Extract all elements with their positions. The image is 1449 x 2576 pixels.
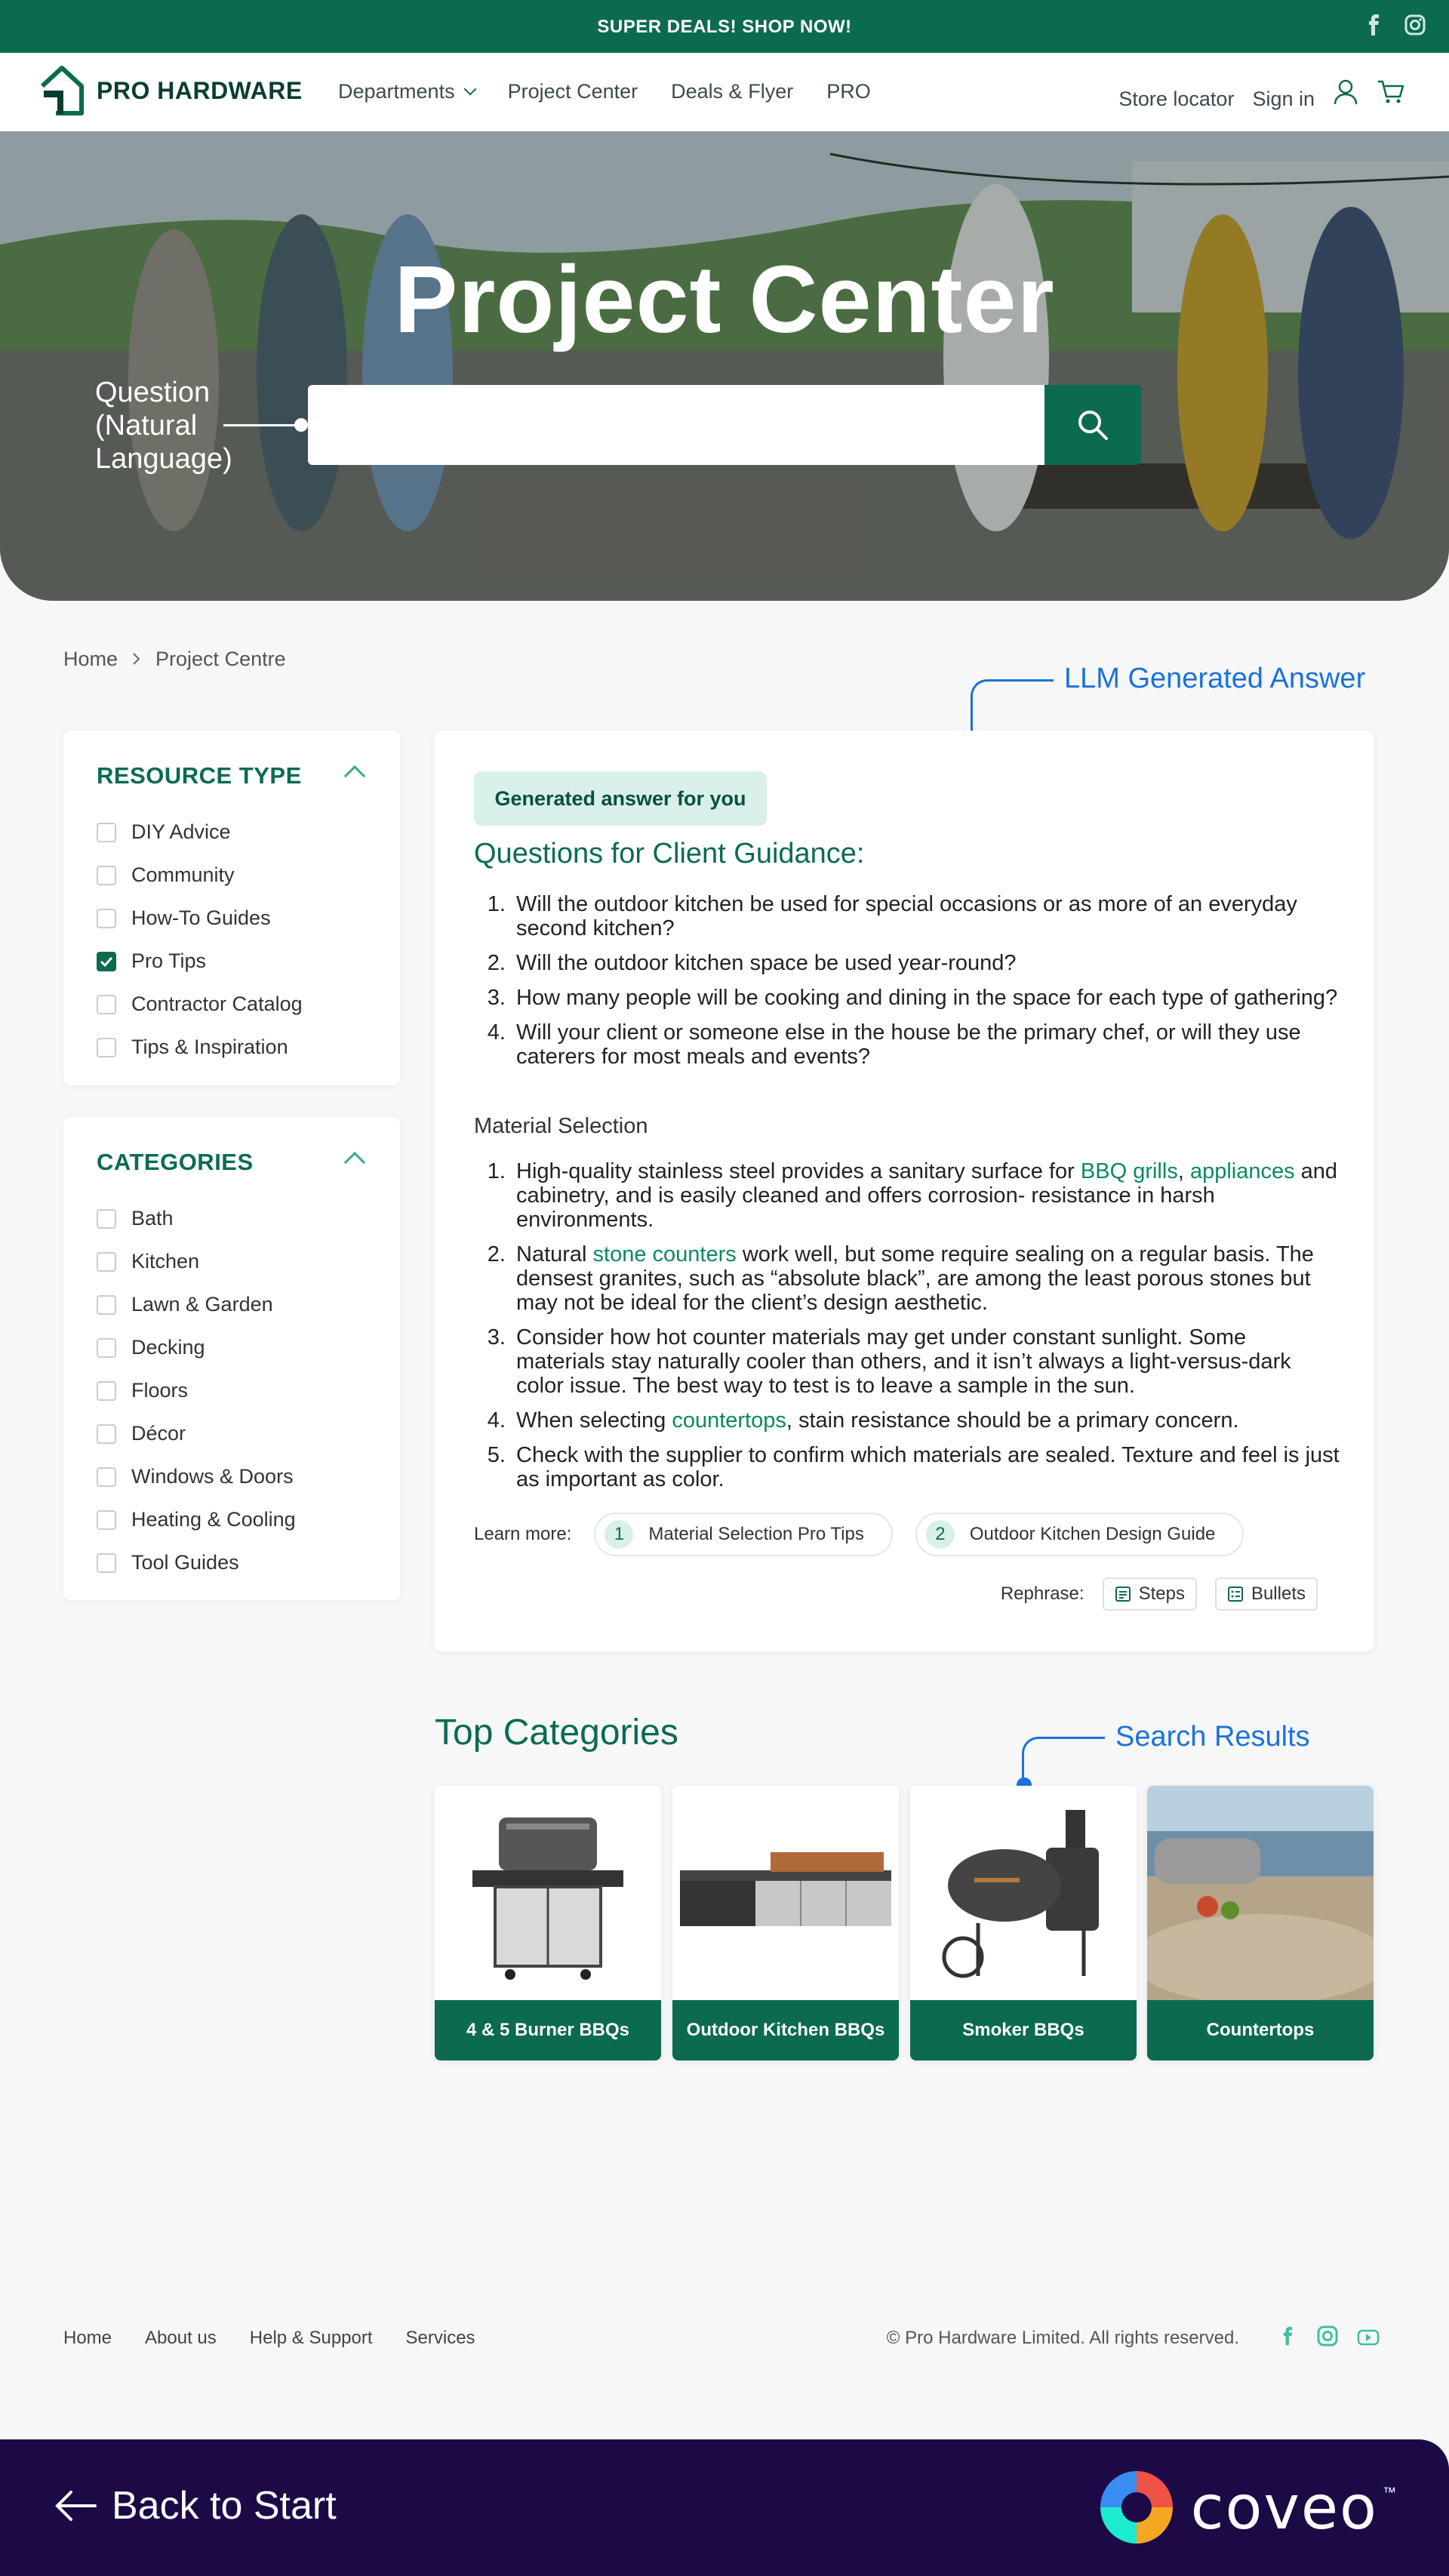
answer-heading: Questions for Client Guidance:: [474, 838, 865, 869]
facet-value[interactable]: [97, 811, 303, 854]
search-results-annotation: Search Results: [1115, 1721, 1310, 1753]
question-annotation: Question (Natural Language): [95, 377, 232, 475]
facet-categories: [63, 1117, 400, 1600]
answer-inline-link[interactable]: appliances: [1189, 1159, 1295, 1183]
question-annotation-line: [223, 424, 299, 426]
chevron-up-icon[interactable]: [344, 1152, 365, 1173]
answer-inline-link[interactable]: countertops: [672, 1408, 786, 1433]
llm-answer-annotation: LLM Generated Answer: [1064, 663, 1366, 694]
facet-title: RESOURCE TYPE: [97, 762, 302, 789]
footer-help-link[interactable]: Help & Support: [249, 2328, 373, 2348]
facet-value-label: DIY Advice: [131, 820, 231, 843]
store-locator-link[interactable]: Store locator: [1118, 88, 1235, 110]
rephrase-label: Rephrase:: [1000, 1583, 1084, 1604]
search-input[interactable]: [308, 385, 1044, 465]
instagram-icon[interactable]: [1316, 2325, 1339, 2351]
nav-pro[interactable]: PRO: [826, 80, 871, 103]
citation-title: Outdoor Kitchen Design Guide: [969, 1524, 1216, 1544]
answer-material-item: [512, 1159, 1340, 1232]
question-annotation-dot: [294, 418, 308, 432]
facebook-icon[interactable]: [1278, 2325, 1298, 2351]
nav-departments[interactable]: Departments: [338, 80, 475, 103]
smoker-image: [933, 1802, 1114, 1984]
facet-value-label: Pro Tips: [131, 949, 207, 972]
instagram-icon[interactable]: [1404, 14, 1426, 36]
answer-question: 2. Will the outdoor kitchen space be used year-round?: [512, 951, 1340, 975]
answer-text: Consider how hot counter materials may get under constant sunlight. Some materials stay naturally cooler than others, and it isn’t always a light-versus-dark color issue. The best way to test is to leave a sample in the sun.: [516, 1325, 1291, 1398]
facet-value[interactable]: [97, 1498, 296, 1541]
card-label: Smoker BBQs: [910, 2000, 1137, 2060]
answer-question: 4. Will your client or someone else in the house be the primary chef, or will they use caterers for most meals and events?: [512, 1020, 1340, 1069]
category-card[interactable]: [435, 1786, 661, 2060]
answer-material-item: [512, 1443, 1340, 1491]
facet-value-label: Kitchen: [131, 1250, 200, 1273]
facet-value-label: Tool Guides: [131, 1551, 239, 1574]
footer-home-link[interactable]: Home: [63, 2328, 112, 2348]
footer-copyright: © Pro Hardware Limited. All rights reserved.: [886, 2328, 1239, 2348]
answer-text: Check with the supplier to confirm which materials are sealed. Texture and feel is just as important as color.: [516, 1443, 1340, 1491]
nav-right: [1118, 78, 1405, 111]
checkbox-checked[interactable]: [97, 952, 116, 971]
facet-value-label: Tips & Inspiration: [131, 1036, 288, 1058]
page-title: Project Center: [394, 246, 1055, 352]
rephrase-option-label: Steps: [1138, 1583, 1185, 1604]
house-logo-icon: [38, 63, 86, 118]
search-annotation-line: [1022, 1737, 1105, 1785]
facet-value-label: Bath: [131, 1207, 174, 1230]
search-box: [308, 385, 1141, 465]
answer-text: and cabinetry, and is easily cleaned and offers corrosion- resistance in harsh environments.: [516, 1159, 1338, 1232]
facet-value[interactable]: [97, 854, 303, 897]
user-icon[interactable]: [1333, 78, 1358, 111]
facet-value[interactable]: [97, 983, 303, 1026]
facet-value[interactable]: [97, 1455, 296, 1498]
citation-number: 1: [605, 1520, 633, 1549]
checkbox[interactable]: [97, 1338, 116, 1358]
facet-value-label: Lawn & Garden: [131, 1293, 273, 1316]
checkbox[interactable]: [97, 1295, 116, 1315]
rephrase-steps-button[interactable]: [1103, 1577, 1197, 1611]
facet-value-label: Heating & Cooling: [131, 1508, 296, 1531]
top-categories-title: Top Categories: [435, 1713, 678, 1753]
checkbox[interactable]: [97, 1381, 116, 1401]
main-nav: [0, 53, 1449, 131]
footer-links: [63, 2328, 475, 2349]
back-to-start-label: Back to Start: [112, 2484, 337, 2528]
answer-text: work well, but some require sealing on a regular basis. The densest granites, such as “absolute black”, are among the least porous stones but may not be ideal for the client’s design aesthetic.: [516, 1242, 1314, 1315]
card-image: [672, 1786, 899, 2000]
answer-material-item: [512, 1242, 1340, 1315]
breadcrumb-current: Project Centre: [155, 648, 286, 670]
category-card[interactable]: [910, 1786, 1137, 2060]
answer-text: When selecting: [516, 1408, 672, 1433]
hero-overlay: [0, 131, 1449, 601]
trademark: ™: [1383, 2485, 1396, 2500]
answer-text: Natural: [516, 1242, 593, 1266]
breadcrumb-home[interactable]: Home: [63, 648, 118, 670]
facebook-icon[interactable]: [1363, 14, 1386, 36]
checkbox[interactable]: [97, 1467, 116, 1487]
learn-more-label: Learn more:: [474, 1524, 572, 1544]
promo-text[interactable]: SUPER DEALS! SHOP NOW!: [597, 17, 852, 37]
checkbox[interactable]: [97, 866, 116, 885]
bbq-grill-image: [465, 1802, 631, 1984]
chevron-right-icon: [131, 648, 142, 671]
promo-social: [1363, 14, 1426, 36]
promo-banner[interactable]: [0, 0, 1449, 53]
answer-material-item: [512, 1408, 1340, 1433]
brand-name: PRO HARDWARE: [97, 76, 303, 104]
facet-value[interactable]: [97, 1326, 296, 1369]
citation-title: Material Selection Pro Tips: [648, 1524, 864, 1544]
card-label: Countertops: [1147, 2000, 1374, 2060]
facet-title: CATEGORIES: [97, 1149, 254, 1175]
answer-inline-link[interactable]: BBQ grills: [1080, 1159, 1178, 1183]
checkbox[interactable]: [97, 909, 116, 928]
answer-material-item: [512, 1325, 1340, 1398]
checkbox[interactable]: [97, 1553, 116, 1573]
outdoor-kitchen-image: [680, 1848, 891, 1938]
facet-value[interactable]: [97, 1197, 296, 1240]
checkbox[interactable]: [97, 1252, 116, 1272]
facet-value[interactable]: [97, 1026, 303, 1069]
answer-subheading: Material Selection: [474, 1114, 648, 1138]
facet-value-label: How-To Guides: [131, 906, 271, 929]
hero-banner: [0, 131, 1449, 601]
back-to-start-button[interactable]: [54, 2483, 337, 2528]
facet-value[interactable]: [97, 897, 303, 940]
checkbox[interactable]: [97, 1209, 116, 1229]
rephrase-row: [1001, 1577, 1318, 1611]
facet-value-label: Floors: [131, 1379, 189, 1402]
facet-value-label: Decking: [131, 1336, 205, 1359]
coveo-mark-icon: [1097, 2468, 1176, 2547]
facet-value[interactable]: [97, 1283, 296, 1326]
answer-text: High-quality stainless steel provides a sanitary surface for: [516, 1159, 1081, 1183]
generated-answer-card: [435, 731, 1374, 1651]
card-label: Outdoor Kitchen BBQs: [672, 2000, 899, 2060]
facet-value[interactable]: [97, 1541, 296, 1584]
footer-social: [1278, 2325, 1380, 2351]
answer-inline-link[interactable]: stone counters: [592, 1242, 737, 1266]
answer-materials-list: [474, 1159, 1340, 1502]
checkbox[interactable]: [97, 1038, 116, 1057]
nav-project-center[interactable]: Project Center: [507, 80, 638, 103]
youtube-icon[interactable]: [1357, 2325, 1380, 2351]
footer-services-link[interactable]: Services: [405, 2328, 475, 2348]
nav-deals-flyer[interactable]: Deals & Flyer: [671, 80, 794, 103]
card-image: [910, 1786, 1137, 2000]
card-label: 4 & 5 Burner BBQs: [435, 2000, 661, 2060]
rephrase-bullets-button[interactable]: [1215, 1577, 1318, 1611]
coveo-logo: [1097, 2468, 1396, 2547]
citation-pill[interactable]: [915, 1513, 1244, 1556]
facet-values: [97, 1197, 296, 1584]
facet-value[interactable]: [97, 1369, 296, 1412]
category-card[interactable]: [672, 1786, 899, 2060]
facet-values: [97, 811, 303, 1069]
facet-value-label: Décor: [131, 1422, 186, 1445]
coveo-wordmark: coveo: [1190, 2472, 1378, 2543]
answer-question: 3. How many people will be cooking and dining in the space for each type of gathering?: [512, 986, 1340, 1010]
facet-value[interactable]: [97, 1412, 296, 1455]
rephrase-option-label: Bullets: [1251, 1583, 1306, 1604]
facet-value-label: Community: [131, 863, 235, 886]
facet-value[interactable]: [97, 1240, 296, 1283]
category-card[interactable]: [1147, 1786, 1374, 2060]
cart-icon[interactable]: [1377, 78, 1405, 111]
search-icon: [1075, 407, 1111, 443]
sign-in-link[interactable]: Sign in: [1252, 88, 1315, 110]
card-image: [435, 1786, 661, 2000]
checkbox[interactable]: [97, 823, 116, 842]
checkbox[interactable]: [97, 995, 116, 1014]
arrow-left-icon: [54, 2489, 97, 2522]
search-button[interactable]: [1044, 385, 1141, 465]
facet-resource-type: [63, 731, 400, 1085]
citation-number: 2: [926, 1520, 955, 1549]
facet-value[interactable]: [97, 940, 303, 983]
citation-pill[interactable]: [594, 1513, 892, 1556]
facet-value-label: Contractor Catalog: [131, 993, 303, 1015]
bullets-icon: [1227, 1586, 1244, 1602]
chevron-up-icon[interactable]: [344, 765, 365, 786]
breadcrumb: [63, 648, 286, 671]
citations-row: [474, 1513, 1244, 1556]
logo[interactable]: [38, 63, 303, 118]
check-icon: [100, 956, 113, 967]
steps-icon: [1115, 1586, 1131, 1602]
answer-question: 1. Will the outdoor kitchen be used for special occasions or as more of an everyday second kitchen?: [512, 892, 1340, 940]
checkbox[interactable]: [97, 1510, 116, 1530]
generated-answer-badge: Generated answer for you: [474, 771, 767, 826]
card-image: [1147, 1786, 1374, 2000]
facet-value-label: Windows & Doors: [131, 1465, 294, 1488]
footer-about-link[interactable]: About us: [145, 2328, 217, 2348]
checkbox[interactable]: [97, 1424, 116, 1444]
answer-questions-list: [474, 892, 1340, 1079]
countertop-image: [1147, 1786, 1374, 2000]
nav-links: [338, 80, 871, 103]
answer-text: , stain resistance should be a primary concern.: [786, 1408, 1239, 1433]
answer-text: ,: [1177, 1159, 1190, 1183]
bottom-bar: [0, 2439, 1449, 2576]
